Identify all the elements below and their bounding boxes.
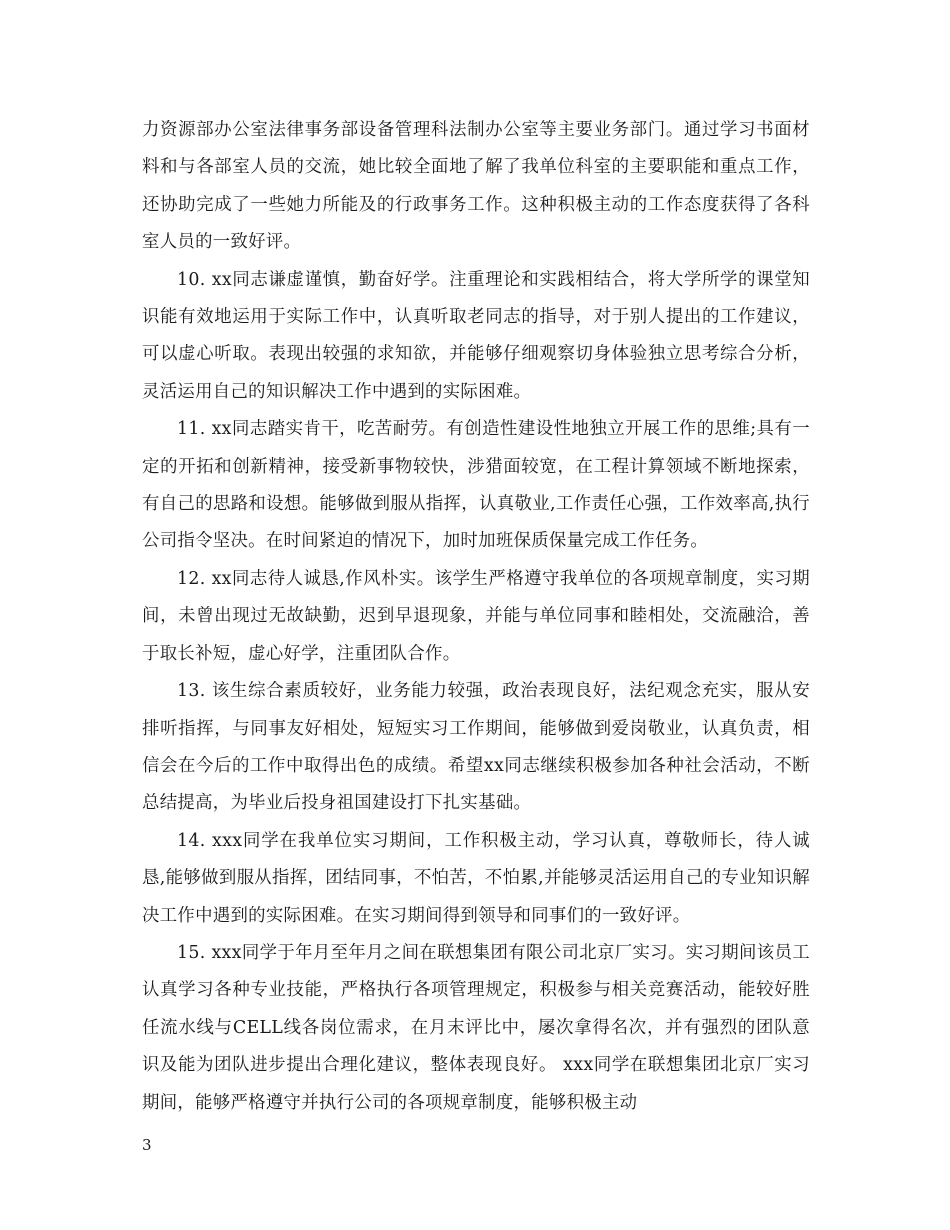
paragraph-item-12: 12. xx同志待人诚恳,作风朴实。该学生严格遵守我单位的各项规章制度，实习期间，未曾出现过无故缺勤，迟到早退现象，并能与单位同事和睦相处，交流融洽，善于取长补短，虚心好学，注重团队合作。: [142, 568, 810, 664]
paragraph-item-13: 13. 该生综合素质较好，业务能力较强，政治表现良好，法纪观念充实，服从安排听指挥，与同事友好相处，短短实习工作期间，能够做到爱岗敬业，认真负责，相信会在今后的工作中取得出色的成绩。希望xx同志继续积极参加各种社会活动，不断总结提高，为毕业后投身祖国建设打下扎实基础。: [142, 681, 810, 814]
paragraph-item-15: 15. xxx同学于年月至年月之间在联想集团有限公司北京厂实习。实习期间该员工认真学习各种专业技能，严格执行各项管理规定，积极参与相关竞赛活动，能较好胜任流水线与CELL线各岗位需求，在月末评比中，屡次拿得名次，并有强烈的团队意识及能为团队进步提出合理化建议，整体表现良好。 xxx同学在联想集团北京厂实习期间，能够严格遵守并执行公司的各项规章制度，能够积极主动: [142, 942, 810, 1113]
page-number: 3: [142, 1136, 152, 1154]
paragraph-item-11: 11. xx同志踏实肯干，吃苦耐劳。有创造性建设性地独立开展工作的思维;具有一定的开拓和创新精神，接受新事物较快，涉猎面较宽，在工程计算领域不断地探索，有自己的思路和设想。能够做到服从指挥，认真敬业,工作责任心强，工作效率高,执行公司指令坚决。在时间紧迫的情况下，加时加班保质保量完成工作任务。: [142, 419, 810, 552]
paragraph-continued: 力资源部办公室法律事务部设备管理科法制办公室等主要业务部门。通过学习书面材料和与各部室人员的交流，她比较全面地了解了我单位科室的主要职能和重点工作，还协助完成了一些她力所能及的行政事务工作。这种积极主动的工作态度获得了各科室人员的一致好评。: [142, 120, 810, 253]
paragraph-item-14: 14. xxx同学在我单位实习期间，工作积极主动，学习认真，尊敬师长，待人诚恳,能够做到服从指挥，团结同事，不怕苦，不怕累,并能够灵活运用自己的专业知识解决工作中遇到的实际困难。在实习期间得到领导和同事们的一致好评。: [142, 830, 810, 926]
body-text: [142, 112, 810, 1122]
paragraph-item-10: 10. xx同志谦虚谨慎，勤奋好学。注重理论和实践相结合，将大学所学的课堂知识能有效地运用于实际工作中，认真听取老同志的指导，对于别人提出的工作建议，可以虚心听取。表现出较强的求知欲，并能够仔细观察切身体验独立思考综合分析，灵活运用自己的知识解决工作中遇到的实际困难。: [142, 269, 810, 402]
